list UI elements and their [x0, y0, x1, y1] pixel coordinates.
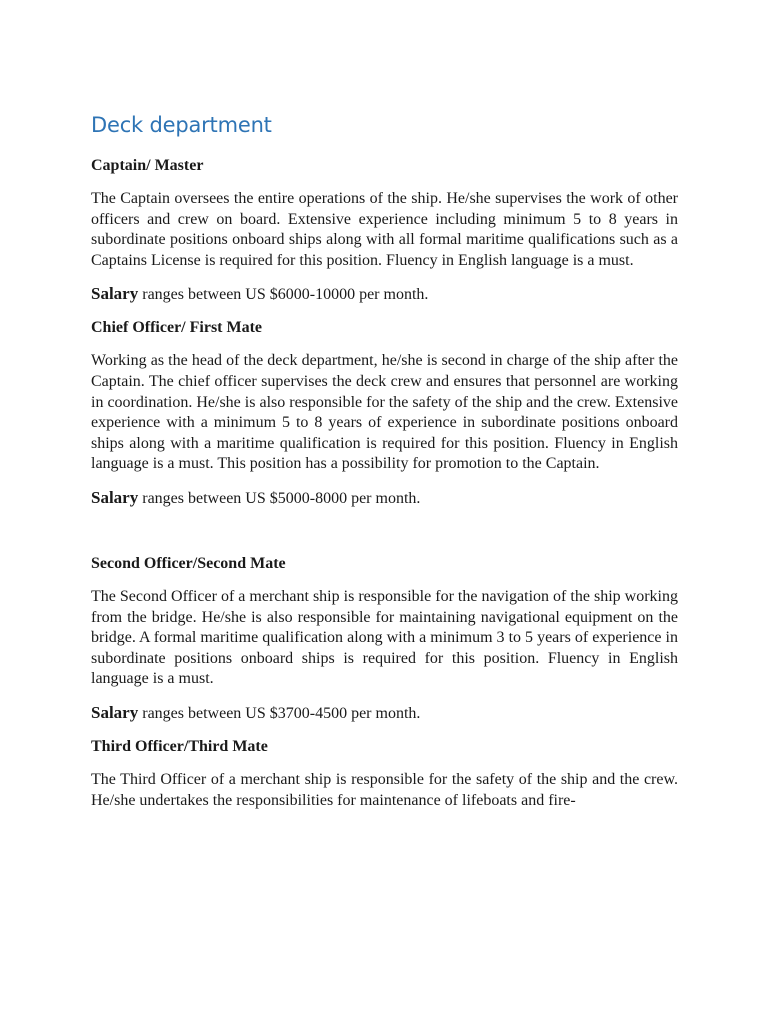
role-description: The Second Officer of a merchant ship is responsible for the navigation of the ship working from the bridge. He/she is also responsible for maintaining navigational equipment on the bridge. A formal maritime qualification along with a minimum 3 to 5 years of experience in subordinate positions onboard ships is required for this position. Fluency in English language is a must. [91, 587, 678, 688]
role-section-third-officer [91, 737, 678, 811]
role-title: Chief Officer/ First Mate [91, 319, 263, 337]
salary-label: Salary [91, 284, 139, 304]
role-description: The Captain oversees the entire operations of the ship. He/she supervises the work of other officers and crew on board. Extensive experience including minimum 5 to 8 years in subordinate positions onboard ships along with all formal maritime qualifications such as a Captains License is required for this position. Fluency in English language is a must. [91, 190, 678, 269]
salary-line [91, 488, 678, 509]
page-title: Deck department [91, 113, 272, 137]
document-content [91, 108, 678, 824]
role-title: Third Officer/Third Mate [91, 737, 268, 755]
salary-line [91, 284, 678, 305]
salary-label: Salary [91, 702, 139, 722]
salary-text: ranges between US $3700-4500 per month. [138, 704, 421, 722]
role-title: Captain/ Master [91, 157, 204, 174]
role-section-second-officer [91, 554, 678, 724]
role-title: Second Officer/Second Mate [91, 554, 286, 572]
section-spacer [91, 522, 678, 554]
role-description: The Third Officer of a merchant ship is responsible for the safety of the ship and the crew. He/she undertakes the responsibilities for maintenance of lifeboats and fire- [91, 770, 678, 809]
salary-text: ranges between US $5000-8000 per month. [138, 489, 421, 507]
salary-line [91, 703, 678, 724]
salary-text: ranges between US $6000-10000 per month. [138, 286, 429, 304]
salary-label: Salary [91, 487, 139, 507]
role-section-captain [91, 156, 678, 305]
role-description: Working as the head of the deck department, he/she is second in charge of the ship after the Captain. The chief officer supervises the deck crew and ensures that personnel are working in coordination. He/she is also responsible for the safety of the ship and the crew. Extensive experience with a minimum 5 to 8 years of experience in subordinate positions onboard ships along with a maritime qualification is required for this position. Fluency in English language is a must. This position has a possibility for promotion to the Captain. [91, 352, 678, 473]
role-section-chief-officer [91, 318, 678, 509]
